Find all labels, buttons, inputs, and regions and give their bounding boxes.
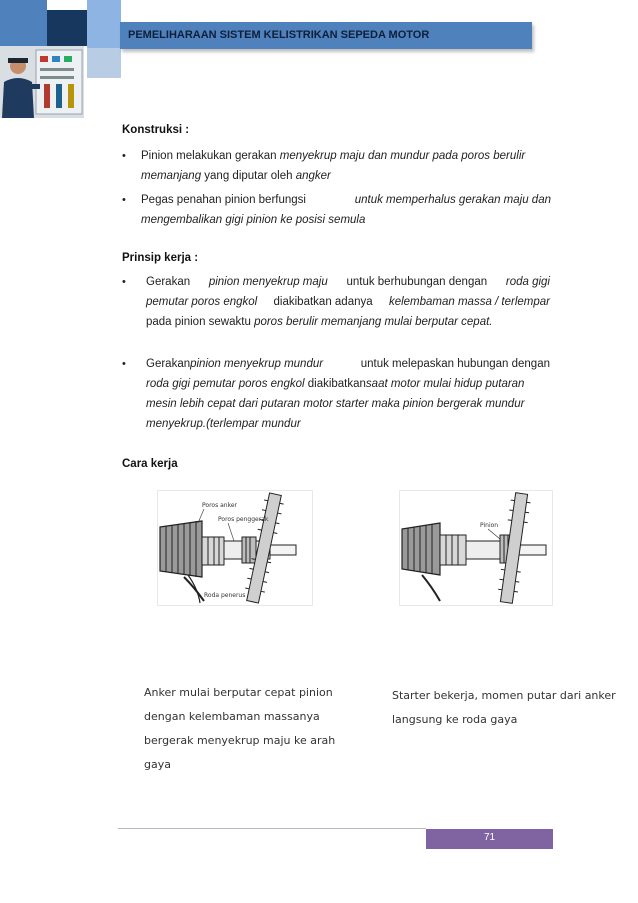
bullet-icon: • xyxy=(122,150,126,162)
bullet-icon: • xyxy=(122,358,126,370)
starter-diagram-engaging xyxy=(157,490,313,606)
caption-right: Starter bekerja, momen putar dari anker langsung ke roda gaya xyxy=(392,689,616,726)
figure-label: Poros penggerak xyxy=(218,516,269,523)
footer-divider xyxy=(118,828,426,829)
section-heading-prinsip: Prinsip kerja : xyxy=(122,252,199,264)
figure-label: Roda penerus xyxy=(204,592,246,599)
corner-decoration xyxy=(47,10,87,46)
header-photo xyxy=(0,46,84,118)
bullet-icon: • xyxy=(122,276,126,288)
konstruksi-bullet-1: Pinion melakukan gerakan menyekrup maju dan mundur pada poros berulir memanjang yang diputar oleh angker xyxy=(141,150,526,182)
caption-left: Anker mulai berputar cepat pinion dengan kelembaman massanya bergerak menyekrup maju ke arah gaya xyxy=(144,686,336,771)
corner-decoration xyxy=(87,48,121,78)
header-bar xyxy=(120,22,532,49)
header-title: PEMELIHARAAN SISTEM KELISTRIKAN SEPEDA MOTOR xyxy=(128,29,430,41)
section-heading-cara-kerja: Cara kerja xyxy=(122,458,178,470)
corner-decoration xyxy=(0,0,47,46)
konstruksi-bullet-2: Pegas penahan pinion berfungsi untuk memperhalus gerakan maju dan mengembalikan gigi pinion ke posisi semula xyxy=(141,194,551,226)
prinsip-bullet-2: Gerakanpinion menyekrup mundur untuk melepaskan hubungan dengan roda gigi pemutar poros engkol diakibatkansaat motor mulai hidup putaran mesin lebih cepat dari putaran motor starter maka pinion bergerak mundur menyekrup.(terlempar mundur xyxy=(146,358,550,430)
figure-label: Pinion xyxy=(480,522,499,529)
starter-diagram-engaged xyxy=(399,490,553,606)
page-number: 71 xyxy=(483,832,496,843)
corner-decoration xyxy=(87,0,121,48)
section-heading-konstruksi: Konstruksi : xyxy=(122,124,190,136)
page-number-box xyxy=(426,829,553,849)
bullet-icon: • xyxy=(122,194,126,206)
prinsip-bullet-1: Gerakan pinion menyekrup maju untuk berhubungan dengan roda gigi pemutar poros engkol diakibatkan adanya kelembaman massa / terlempar pada pinion sewaktu poros berulir memanjang mulai berputar cepat. xyxy=(146,276,550,328)
figure-label: Poros anker xyxy=(202,502,238,509)
